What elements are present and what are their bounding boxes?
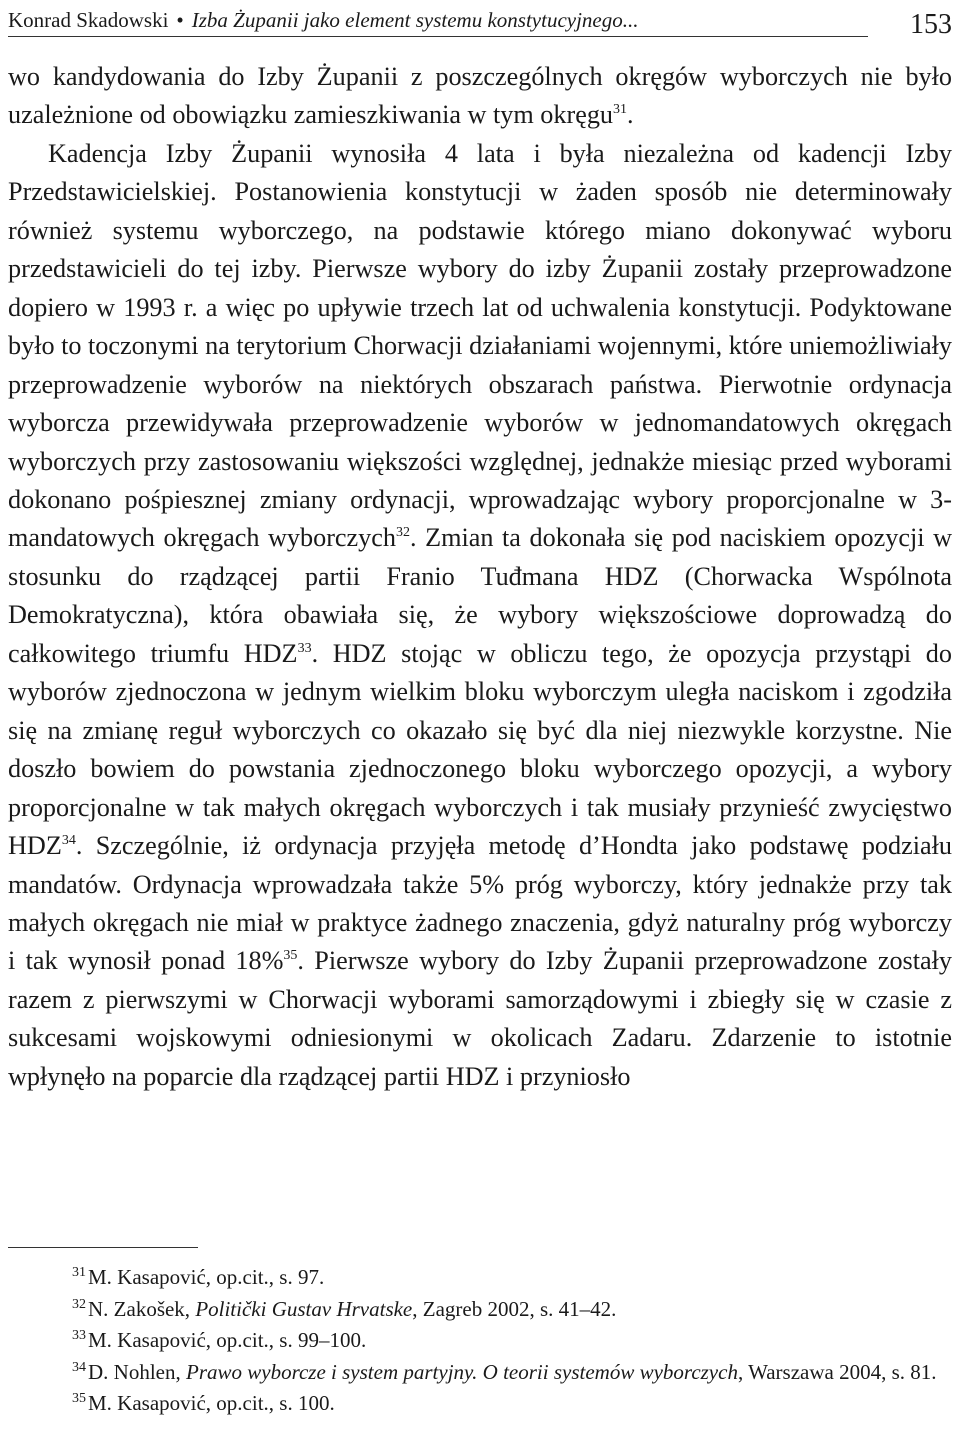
running-head — [8, 8, 868, 37]
paragraph-continued — [8, 58, 952, 135]
footnote-text: M. Kasapović, op.cit., s. 99–100. — [88, 1328, 367, 1352]
text-run: wo kandydowania do Izby Żupanii z poszczególnych okręgów wyborczych nie było uzależnione od obowiązku zamieszkiwania w tym okręgu — [8, 62, 952, 130]
footnote-separator — [8, 1247, 198, 1248]
footnote-ref[interactable]: 34 — [61, 833, 76, 849]
footnote-text: M. Kasapović, op.cit., s. 100. — [88, 1391, 335, 1415]
footnote-ref[interactable]: 31 — [613, 102, 628, 118]
text-run: . Zmian ta dokonała się pod naciskiem opozycji w stosunku do rządzącej partii Franio Tuđmana HDZ (Chorwacka Wspólnota Demokratyczna), która obawiała się, że wybory większościowe doprowadzą do całkowitego triumfu HDZ — [8, 523, 952, 668]
footnote-text: M. Kasapović, op.cit., s. 97. — [88, 1265, 325, 1289]
footnote-text: , Zagreb 2002, s. 41–42. — [412, 1296, 617, 1321]
footnote-text: , Warszawa 2004, s. 81. — [737, 1359, 937, 1384]
footnote-ref[interactable]: 35 — [283, 948, 298, 964]
footnote-ref[interactable]: 33 — [297, 640, 312, 656]
header-title: Izba Żupanii jako element systemu konstytucyjnego... — [191, 8, 639, 32]
footnotes — [8, 1262, 952, 1420]
footnote: 31M. Kasapović, op.cit., s. 97. — [72, 1265, 325, 1289]
text-run: . Pierwsze wybory do Izby Żupanii przeprowadzone zostały razem z pierwszymi w Chorwacji wyborami samorządowymi i zbiegły się w czasie z sukcesami wojskowymi odniesionymi w okolicach Zadaru. Zdarzenie to istotnie wpłynęło na poparcie dla rządzącej partii HDZ i przyniosło — [8, 946, 952, 1091]
body-text — [8, 58, 952, 1096]
footnote: 35M. Kasapović, op.cit., s. 100. — [72, 1391, 335, 1415]
footnote-work-title: Prawo wyborcze i system partyjny. O teorii systemów wyborczych — [186, 1359, 738, 1384]
text-run: . — [627, 100, 634, 130]
header-author: Konrad Skadowski — [8, 8, 169, 32]
page-header — [8, 4, 952, 40]
header-bullet: • — [176, 8, 184, 32]
text-run: . Szczególnie, iż ordynacja przyjęła metodę d’Hondta jako podstawę podziału mandatów. Ordynacja wprowadzała także 5% próg wyborczy, który jednakże przy tak małych okręgach nie miał w praktyce żadnego znaczenia, gdyż naturalny próg wyborczy i tak wynosił ponad 18% — [8, 831, 952, 976]
footnote-work-title: Politički Gustav Hrvatske — [195, 1296, 413, 1321]
paragraph — [8, 135, 952, 1096]
page-number: 153 — [910, 9, 952, 40]
footnote-text: N. Zakošek, — [88, 1296, 196, 1321]
footnote-ref[interactable]: 32 — [395, 525, 410, 541]
text-run: . HDZ stojąc w obliczu tego, że opozycja przystąpi do wyborów zjednoczona w jednym wielkim bloku wyborczym uległa naciskom i zgodziła się na zmianę reguł wyborczych co okazało się być dla niej niezwykle korzystne. Nie doszło bowiem do powstania zjednoczonego bloku wyborczego opozycji, a wybory proporcjonalne w tak małych okręgach wyborczych i tak musiały przynieść zwycięstwo HDZ — [8, 638, 952, 861]
footnote: 33M. Kasapović, op.cit., s. 99–100. — [72, 1328, 367, 1352]
text-run: Kadencja Izby Żupanii wynosiła 4 lata i była niezależna od kadencji Izby Przedstawicielskiej. Postanowienia konstytucji w żaden sposób nie determinowały również systemu wyborczego, na podstawie którego miano dokonywać wyboru przedstawicieli do tej izby. Pierwsze wybory do izby Żupanii zostały przeprowadzone dopiero w 1993 r. a więc po upływie trzech lat od uchwalenia konstytucji. Podyktowane było to toczonymi na terytorium Chorwacji działaniami wojennymi, które uniemożliwiały przeprowadzenie wyborów na niektórych obszarach państwa. Pierwotnie ordynacja wyborcza przewidywała przeprowadzenie wyborów w jednomandatowych okręgach wyborczych przy zastosowaniu większości względnej, jednakże miesiąc przed wyborami dokonano pośpiesznej zmiany ordynacji, wprowadzając wybory proporcjonalne w 3-mandatowych okręgach wyborczych — [8, 138, 952, 553]
footnote: 34D. Nohlen, Prawo wyborcze i system partyjny. O teorii systemów wyborczych, Warszawa 2004, s. 81. — [72, 1359, 937, 1384]
footnote-text: D. Nohlen, — [88, 1359, 186, 1384]
footnote: 32N. Zakošek, Politički Gustav Hrvatske, Zagreb 2002, s. 41–42. — [72, 1296, 617, 1321]
